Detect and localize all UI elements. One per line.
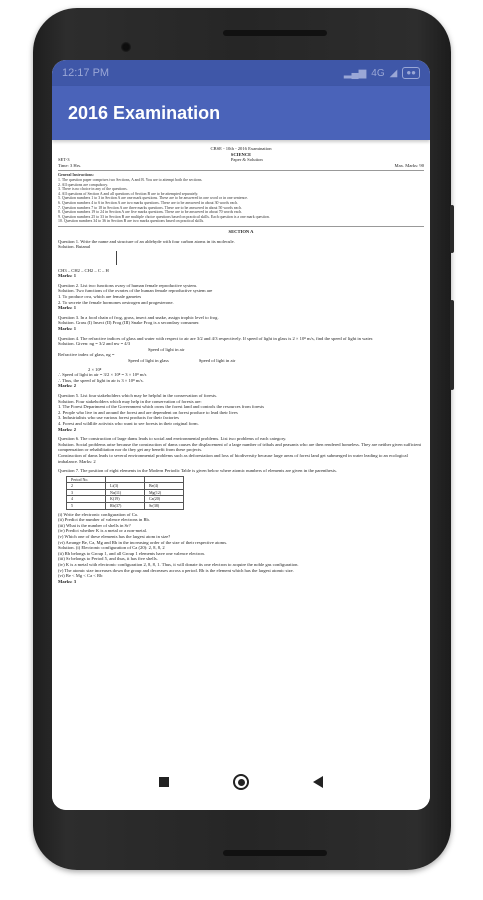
table-cell: Na(11) (106, 489, 145, 496)
divider (58, 226, 424, 227)
solution-2: Solution. Two functions of the ovaries of the human female reproductive system are (58, 288, 213, 294)
status-icons (344, 67, 420, 79)
page-title: 2016 Examination (68, 102, 221, 123)
question-7-item: (iv) Predict whether K is a metal or a non-metal. (58, 528, 148, 534)
signal-bars-icon: ◢ (389, 67, 398, 79)
navigation-bar (52, 754, 430, 810)
doc-max-marks: Max. Marks: 90 (394, 162, 424, 168)
equation-line: 2 × 10⁸ (88, 366, 102, 372)
question-7-item: (ii) Predict the number of valence electrons in Rb. (58, 517, 150, 523)
equation-line: Speed of light in air (198, 358, 236, 363)
doc-subject: SCIENCE (230, 151, 252, 157)
equation-line: Speed of light in glass (128, 358, 169, 363)
screen (52, 60, 430, 810)
instruction-item: 5. Question numbers 1 to 3 in Section A are one mark questions. These are to be answered in one word or in one sentence. (58, 196, 248, 201)
power-button (450, 205, 454, 253)
instruction-item: 2. All questions are compulsory. (58, 182, 109, 187)
equation-line: Speed of light in air (148, 346, 185, 352)
home-icon[interactable] (233, 774, 249, 790)
equation-line: ∴ Thus, the speed of light in air is 3 × 10⁸ m/s. (58, 377, 144, 383)
instruction-item: 10. Question numbers 34 to 36 in Section B are two marks questions based on practical skills. (58, 219, 205, 224)
document-view[interactable] (52, 140, 430, 754)
divider (58, 170, 424, 171)
doc-set: SET-3 (58, 157, 70, 163)
section-heading: SECTION A (228, 228, 254, 234)
question-7-item: (v) Which one of these elements has the largest atom in size? (58, 534, 171, 540)
equation-line: Refractive index of glass, ng = (58, 352, 115, 358)
solution-6: Solution. Social problems arise because the construction of dams causes the displacement of a large number of tribals and peasants who are then rendered homeless. They are neither given sufficient compensation or rehabilitation nor do they get any benefit from these projects. (58, 441, 421, 453)
signal-icon: ▂▄▆ (343, 67, 367, 79)
periodic-table (66, 476, 184, 510)
table-cell: Rb(37) (106, 503, 145, 510)
question-7-item: (ii) Rb belongs to Group 1, and all Group 1 elements have one valence electron. (58, 550, 205, 556)
instruction-item: 1. The question paper comprises two Sections, A and B. You are to attempt both the sections. (58, 177, 203, 182)
table-cell: 3 (67, 489, 106, 496)
marks-5: Marks: 2 (58, 426, 76, 432)
marks-4: Marks: 2 (58, 383, 76, 389)
solution-3: Solution. Grass (I) Insect (II) Frog (III) Snake Frog is a secondary consumer. (58, 320, 200, 326)
doc-time-row (58, 163, 424, 169)
question-7-item: (i) Write the electronic configuration of Ca. (58, 511, 138, 517)
earpiece-speaker (223, 30, 327, 36)
battery-icon: ●● (402, 67, 420, 79)
question-5: Question 5. List four stakeholders which may be helpful in the conservation of forests. (58, 392, 218, 398)
instruction-item: 6. Question numbers 4 to 6 in Section A are two marks questions. These are to be answered in about 30 words each. (58, 200, 239, 205)
table-cell: 4 (67, 496, 106, 503)
instruction-item: 9. Question numbers 25 to 33 in Section B are multiple choice questions based on practical skills. Each question is a one mark question. (58, 214, 270, 219)
equation-line: ∴ Speed of light in air = 3/2 × 10⁸ = 3 × 10⁸ m/s (58, 372, 147, 378)
question-7-item: (iii) What is the number of shells in Sr? (58, 522, 131, 528)
table-cell: K(19) (106, 496, 145, 503)
solution-4: Solution. Given: ng = 3/2 and nw = 4/3 (58, 341, 131, 347)
solution-5: Solution. Four stakeholders which may help in the conservation of forests are: (58, 398, 202, 404)
question-6: Question 6. The construction of large dams leads to social and environmental problems. List two problems of each category. (58, 436, 287, 442)
marks-7: Marks: 3 (58, 578, 76, 584)
question-7-item: (iv) K is a metal with electronic configuration 2, 8, 8, 1. Thus, it will donate its one electron to acquire the noble gas configuration. (58, 562, 299, 567)
question-7-item: (v) The atomic size increases down the group and decreases across a period. Rb is the element which has the largest atomic size. (58, 567, 294, 573)
table-cell (106, 476, 145, 483)
question-2: Question 2. List two functions ovary of human female reproductive system. (58, 282, 198, 288)
question-3: Question 3. In a food chain of frog, grass, insect and snake, assign trophic level to frog. (58, 314, 219, 320)
doc-header: CBSE - 10th - 2016 Examination (210, 146, 272, 151)
instruction-item: 7. Question numbers 7 to 18 in Section A are three marks questions. These are to be answered in about 50 words each. (58, 205, 242, 210)
solution-5c: 3. Industrialists who use various forest products for their factories (58, 415, 179, 421)
question-7-item: (iii) Sr belongs to Period 5, and thus, it has five shells. (58, 556, 158, 562)
front-camera (121, 42, 131, 52)
status-bar (52, 60, 430, 86)
instruction-item: 4. All questions of Section A and all questions of Section B are to be attempted separately. (58, 191, 199, 196)
network-type: 4G (371, 67, 385, 79)
table-cell: Period No. (67, 476, 106, 483)
solution-5d: 4. Forest and wildlife activists who want to see forests in their original form. (58, 420, 199, 426)
formula-1: CH3 – CH2 – CH2 – C – H (58, 267, 109, 273)
solution-5a: 1. The Forest Department of the Government which owns the forest land and controls the resources from forests (58, 404, 265, 410)
table-cell: Sr(38) (145, 503, 184, 510)
question-4: Question 4. The refractive indices of glass and water with respect to air are 3/2 and 4/3 respectively. If speed of light in glass is 2 × 10⁸ m/s, find the speed of light in water. (58, 335, 374, 341)
instructions-title: General Instructions: (58, 173, 94, 178)
back-icon[interactable] (313, 776, 323, 788)
instruction-item: 8. Question numbers 19 to 24 in Section A are five marks questions. These are to be answered in about 70 words each. (58, 210, 243, 215)
structure-diagram (58, 250, 424, 268)
volume-button (450, 300, 454, 390)
question-7-item: (vi) Be < Mg < Ca < Rb (58, 573, 103, 579)
table-cell: Be(4) (145, 483, 184, 490)
doc-paper: Paper & Solution (230, 157, 263, 163)
table-cell: 5 (67, 503, 106, 510)
solution-5b: 2. People who live in and around the forest and are dependent on forest produce to lead their lives (58, 409, 238, 415)
table-cell: Ca(20) (145, 496, 184, 503)
solution-2b: 2. To secrete the female hormones oestrogen and progesterone. (58, 299, 174, 305)
solution-1: Solution. Butanal (58, 244, 91, 250)
marks-2: Marks: 1 (58, 305, 76, 311)
question-7-item: Solution. (i) Electronic configuration of Ca (20): 2, 8, 8, 2 (58, 545, 165, 551)
instruction-item: 3. There is no choice in any of the questions. (58, 187, 128, 192)
marks-3: Marks: 1 (58, 326, 76, 332)
marks-1: Marks: 1 (58, 273, 76, 279)
question-7: Question 7. The position of eight elements in the Modern Periodic Table is given below where atomic numbers of elements are given in the parenthesis. (58, 468, 337, 474)
solution-6b: Construction of dams leads to several environmental problems such as deforestation and loss of biodiversity because large areas of forest land get submerged in water leading to an ecological imbalance. Marks: 2 (58, 452, 408, 464)
app-bar (52, 86, 430, 140)
table-cell: 2 (67, 483, 106, 490)
status-time: 12:17 PM (62, 67, 110, 79)
table-cell: Li(3) (106, 483, 145, 490)
question-7-item: (vi) Arrange Be, Ca, Mg and Rb in the increasing order of the size of their respective atoms. (58, 539, 228, 545)
question-1: Question 1. Write the name and structure of an aldehyde with four carbon atoms in its molecule. (58, 238, 235, 244)
doc-time: Time: 3 Hrs. (58, 162, 82, 168)
recents-icon[interactable] (159, 777, 169, 787)
table-cell: Mg(12) (145, 489, 184, 496)
equation-row (58, 358, 424, 364)
solution-2a: 1. To produce ova, which are female gametes (58, 294, 142, 300)
bottom-speaker (223, 850, 327, 856)
